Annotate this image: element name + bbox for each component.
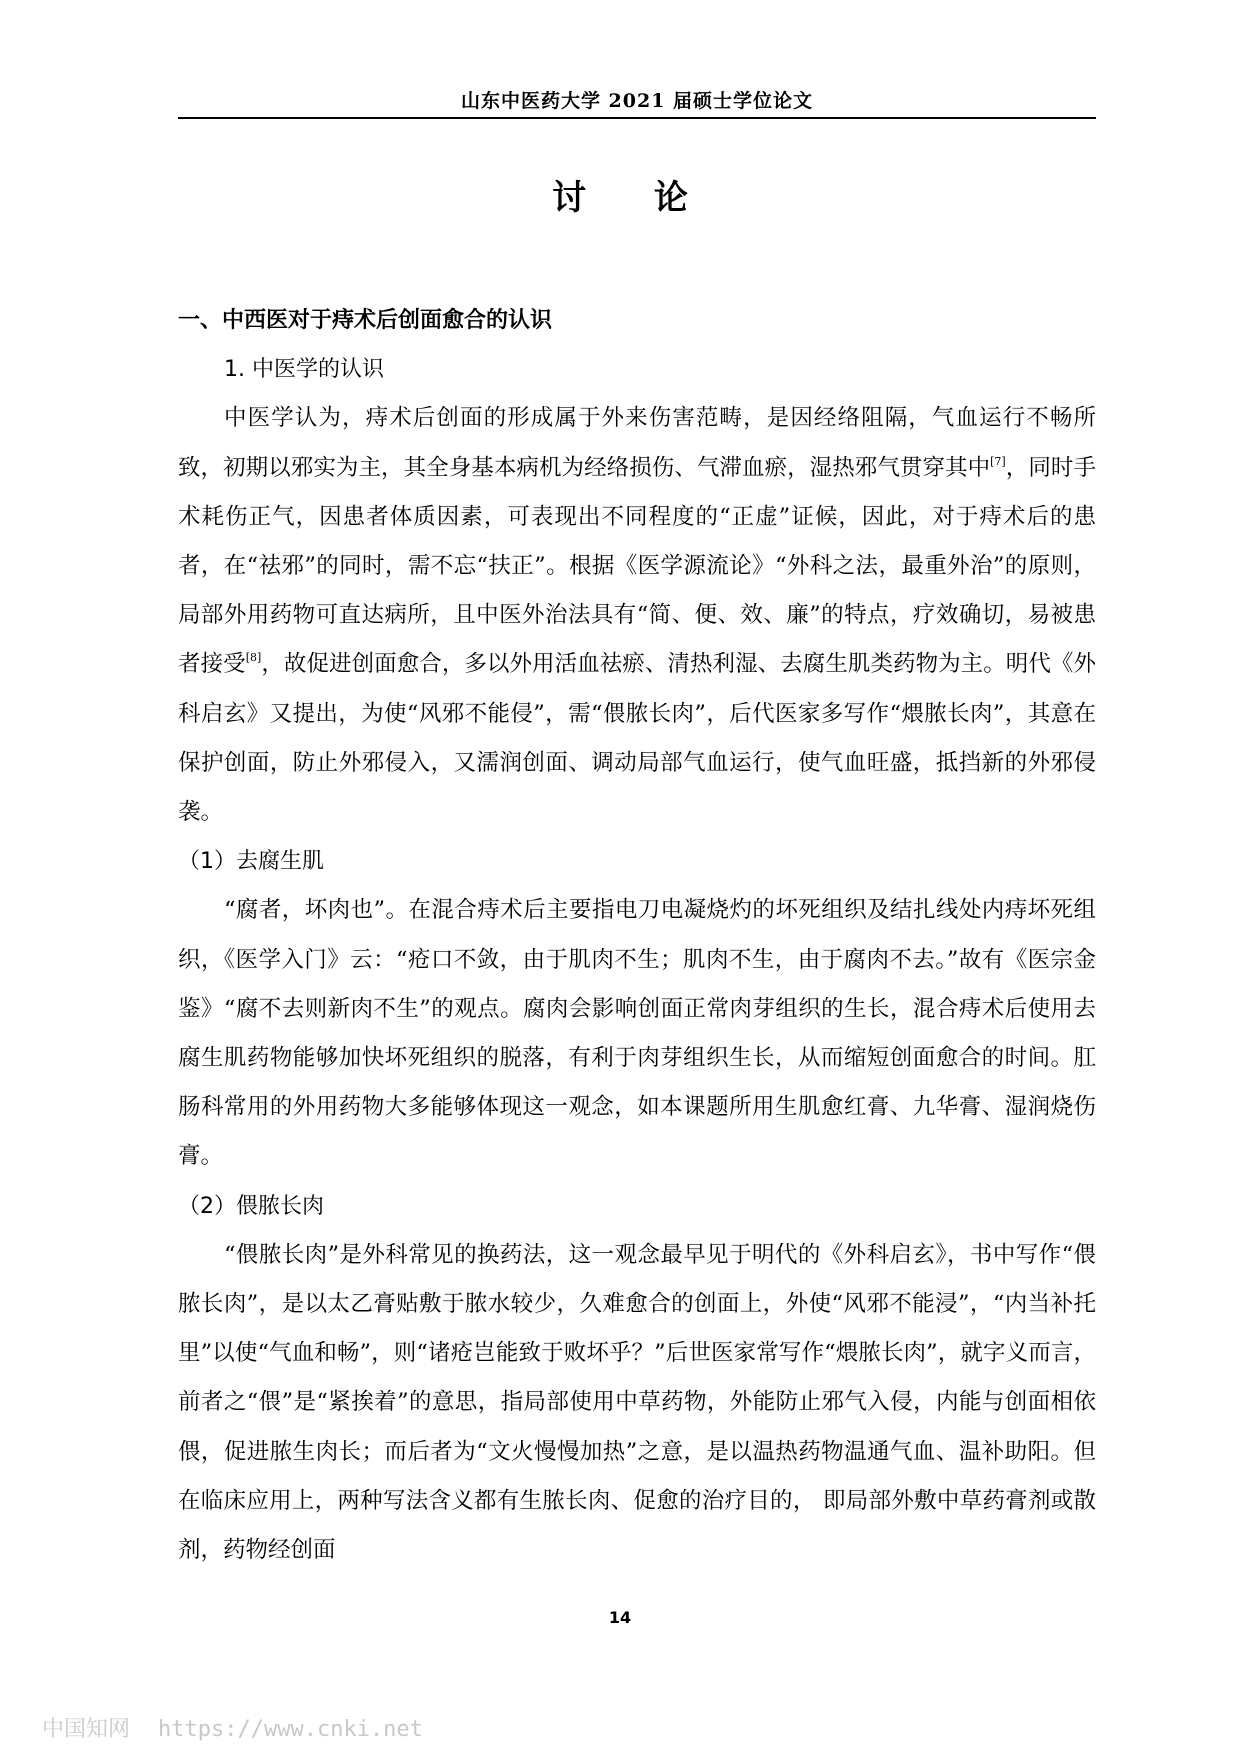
- watermark-url: https://www.cnki.net: [158, 1717, 423, 1742]
- chapter-title: 讨 论: [552, 178, 716, 218]
- paragraph-text: ，同时手术耗伤正气，因患者体质因素，可表现出不同程度的“正虚”证候，因此，对于痔术后的患者，在“祛邪”的同时，需不忘“扶正”。根据《医学源流论》“外科之法，最重外治”的原则，局部外用药物可直达病所，且中医外治法具有“简、便、效、廉”的特点，疗效确切，易被患者接受: [178, 454, 1096, 678]
- running-header: 山东中医药大学 2021 届硕士学位论文: [460, 90, 814, 112]
- citation-ref: [8]: [245, 651, 262, 665]
- subsection-heading: 1. 中医学的认识: [224, 357, 384, 383]
- section-heading: 一、中西医对于痔术后创面愈合的认识: [178, 308, 553, 333]
- header-rule: [178, 117, 1096, 119]
- cnki-watermark: [42, 1712, 423, 1743]
- citation-ref: [7]: [990, 454, 1006, 468]
- watermark-logo-text: 中国知网: [42, 1717, 131, 1742]
- paragraph-text: ，故促进创面愈合，多以外用活血祛瘀、清热利湿、去腐生肌类药物为主。明代《外科启玄》又提出，为使“风邪不能侵”，需“偎脓长肉”，后代医家多写作“煨脓长肉”，其意在保护创面，防止外邪侵入，又濡润创面、调动局部气血运行，使气血旺盛，抵挡新的外邪侵袭。: [178, 651, 1096, 826]
- page-number: 14: [608, 1608, 632, 1627]
- sub-heading-2: （2）偎脓长肉: [178, 1193, 324, 1219]
- paragraph-remove-rot: “腐者，坏肉也”。在混合痔术后主要指电刀电凝烧灼的坏死组织及结扎线处内痔坏死组织，《医学入门》云：“疮口不敛，由于肌肉不生；肌肉不生，由于腐肉不去。”故有《医宗金鉴》“腐不去则新肉不生”的观点。腐肉会影响创面正常肉芽组织的生长，混合痔术后使用去腐生肌药物能够加快坏死组织的脱落，有利于肉芽组织生长，从而缩短创面愈合的时间。肛肠科常用的外用药物大多能够体现这一观念，如本课题所用生肌愈红膏、九华膏、湿润烧伤膏。: [178, 897, 1096, 1170]
- body-content: [178, 296, 1096, 1575]
- sub-heading-1: （1）去腐生肌: [178, 849, 324, 875]
- paragraph-text: 中医学认为，痔术后创面的形成属于外来伤害范畴，是因经络阻隔，气血运行不畅所致，初期以邪实为主，其全身基本病机为经络损伤、气滞血瘀，湿热邪气贯穿其中: [178, 405, 1096, 481]
- paragraph-tcm-understanding: [178, 394, 1096, 837]
- paragraph-nourish-flesh: “偎脓长肉”是外科常见的换药法，这一观念最早见于明代的《外科启玄》，书中写作“偎脓长肉”，是以太乙膏贴敷于脓水较少，久难愈合的创面上，外使“风邪不能浸”，“内当补托里”以使“气血和畅”，则“诸疮岂能致于败坏乎？”后世医家常写作“煨脓长肉”，就字义而言，前者之“偎”是“紧挨着”的意思，指局部使用中草药物，外能防止邪气入侵，内能与创面相依偎，促进脓生肉长；而后者为“文火慢慢加热”之意，是以温热药物温通气血、温补助阳。但在临床应用上，两种写法含义都有生脓长肉、促愈的治疗目的， 即局部外敷中草药膏剂或散剂，药物经创面: [178, 1241, 1096, 1564]
